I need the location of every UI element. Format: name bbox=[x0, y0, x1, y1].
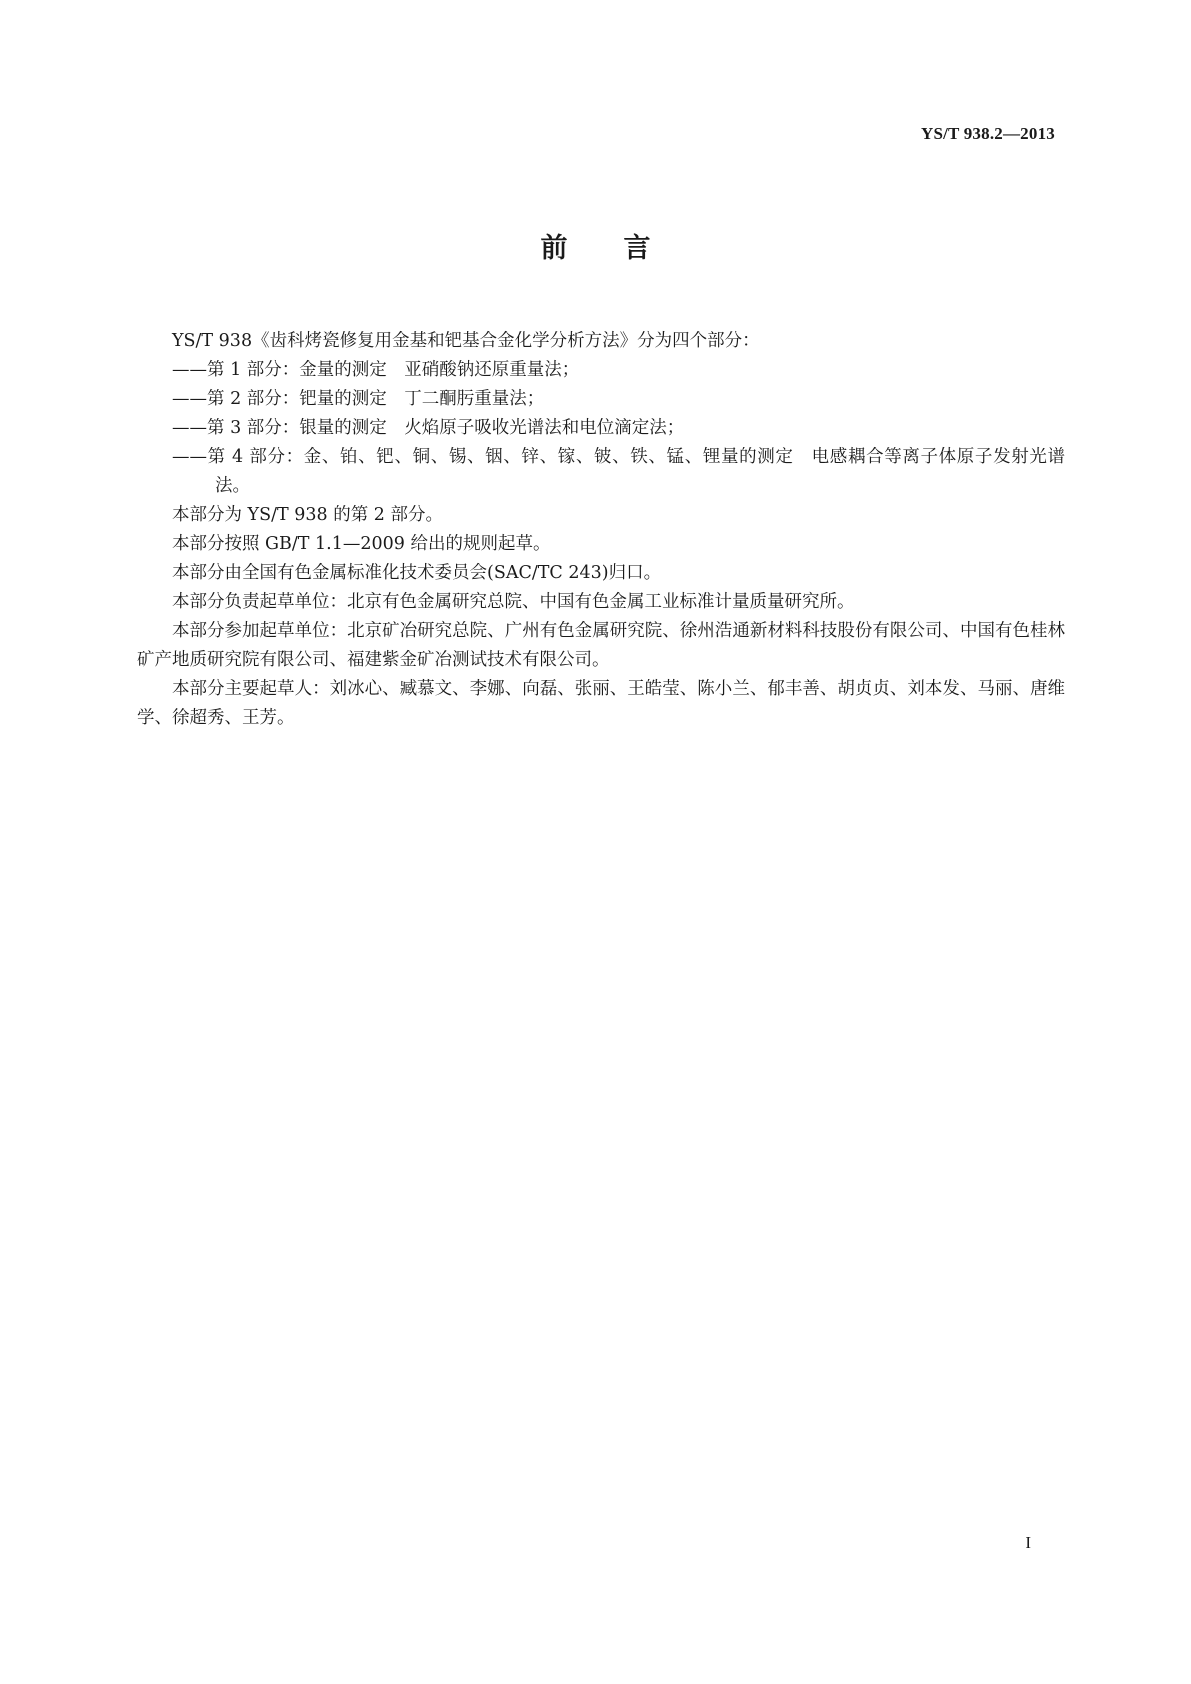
part-list-item: ——第 4 部分：金、铂、钯、铜、锡、铟、锌、镓、铍、铁、锰、锂量的测定 电感耦合等离子体原子发射光谱法。 bbox=[172, 447, 1065, 496]
part-list-item: ——第 1 部分：金量的测定 亚硝酸钠还原重量法； bbox=[172, 360, 580, 380]
body-paragraph: 本部分由全国有色金属标准化技术委员会(SAC/TC 243)归口。 bbox=[172, 563, 662, 583]
intro-paragraph: YS/T 938《齿科烤瓷修复用金基和钯基合金化学分析方法》分为四个部分： bbox=[172, 331, 760, 351]
foreword-body bbox=[137, 327, 1065, 733]
standard-code: YS/T 938.2—2013 bbox=[921, 124, 1055, 143]
body-paragraph: 本部分按照 GB/T 1.1—2009 给出的规则起草。 bbox=[172, 534, 551, 554]
page-number: I bbox=[1025, 1533, 1031, 1552]
part-list-item: ——第 3 部分：银量的测定 火焰原子吸收光谱法和电位滴定法； bbox=[172, 418, 685, 438]
part-list-item: ——第 2 部分：钯量的测定 丁二酮肟重量法； bbox=[172, 389, 545, 409]
body-paragraph: 本部分主要起草人：刘冰心、臧慕文、李娜、向磊、张丽、王皓莹、陈小兰、郁丰善、胡贞贞、刘本发、马丽、唐维学、徐超秀、王芳。 bbox=[137, 679, 1065, 728]
body-paragraph: 本部分为 YS/T 938 的第 2 部分。 bbox=[172, 505, 443, 525]
body-paragraph: 本部分负责起草单位：北京有色金属研究总院、中国有色金属工业标准计量质量研究所。 bbox=[172, 592, 855, 612]
body-paragraph: 本部分参加起草单位：北京矿冶研究总院、广州有色金属研究院、徐州浩通新材料科技股份有限公司、中国有色桂林矿产地质研究院有限公司、福建紫金矿冶测试技术有限公司。 bbox=[137, 621, 1065, 670]
page-title: 前言 bbox=[540, 233, 707, 264]
